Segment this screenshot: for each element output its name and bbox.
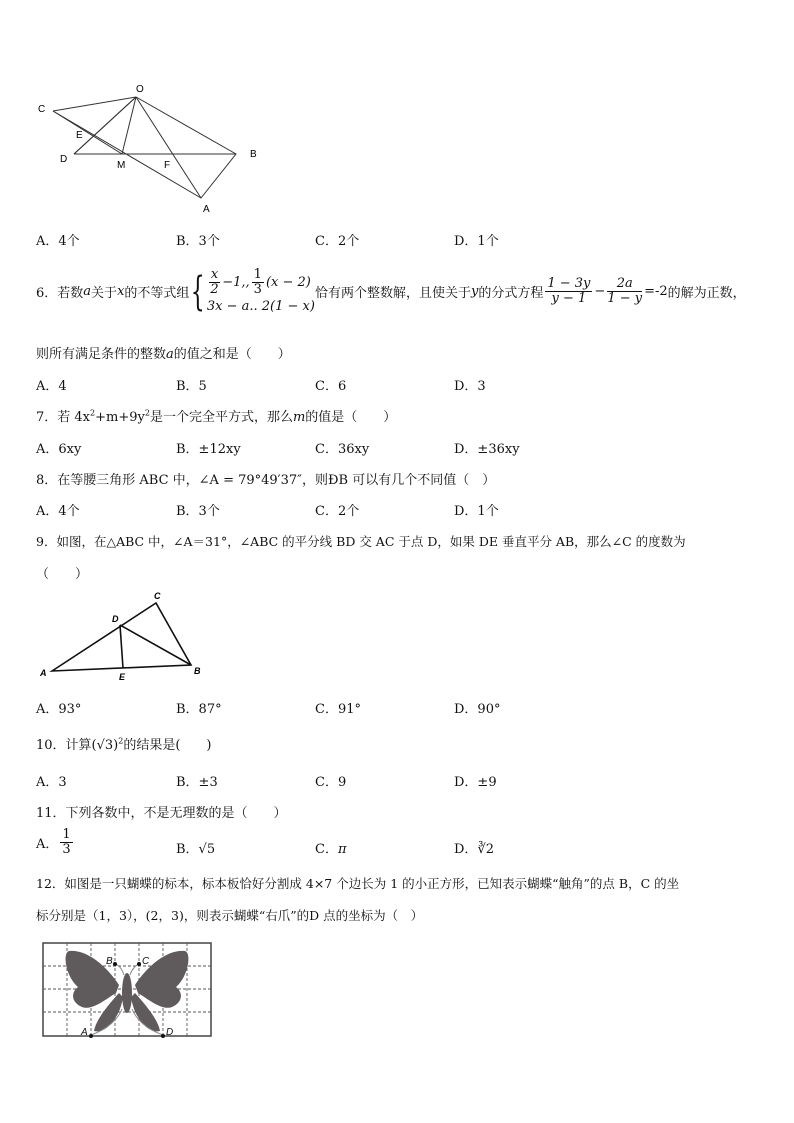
- q6-ineq2: 3x − a.. 2(1 − x): [206, 298, 315, 314]
- q6-text-4: 恰有两个整数解，且使关于: [314, 286, 471, 302]
- q6-option-b[interactable]: B．5: [176, 379, 207, 394]
- q9-stem-line2: （ ）: [36, 567, 89, 582]
- q6-stem: [36, 268, 746, 315]
- q12-stem: 12．如图是一只蝴蝶的标本，标本板恰好分割成 4×7 个边长为 1 的小正方形，已知表示蝴蝶“触角”的点 B，C 的坐: [36, 876, 680, 891]
- q9-option-a[interactable]: A．93°: [36, 702, 82, 717]
- q11-option-d[interactable]: D．∛2: [454, 842, 494, 857]
- q6-option-a[interactable]: A．4: [36, 379, 67, 394]
- figure-quadrilateral: [30, 80, 270, 215]
- q6-eq-minus: −: [594, 284, 606, 300]
- fig1-label-e: E: [76, 130, 83, 141]
- q11-option-c-prefix: C．: [315, 842, 338, 857]
- q6-text-6: 的解为正数，: [667, 286, 746, 302]
- q10-text-a: 10．计算: [36, 738, 92, 753]
- q6-eq-frac1-num: 1 − 3y: [547, 275, 591, 291]
- q6-line2-text-a: 则所有满足条件的整数: [36, 347, 167, 362]
- q6-eq-frac2-num: 2a: [607, 277, 642, 292]
- q7-option-a[interactable]: A．6xy: [36, 442, 82, 457]
- q5-option-a[interactable]: A．4个: [36, 234, 80, 249]
- q8-option-d[interactable]: D．1个: [454, 504, 499, 519]
- figure-triangle-abc: [36, 588, 216, 688]
- q6-eq-frac2-den: 1 − y: [607, 291, 643, 307]
- fig9-label-b: B: [194, 666, 201, 676]
- q10-sup: 2: [118, 736, 124, 746]
- fig1-label-f: F: [164, 160, 171, 171]
- q10-expression: (√3): [91, 738, 119, 753]
- q6-text-5: 的分式方程: [478, 286, 544, 302]
- fig9-label-e: E: [119, 672, 126, 682]
- q6-stem-line2: [36, 343, 291, 362]
- q6-var-y: y: [470, 284, 479, 300]
- q6-text-2: 关于: [91, 286, 118, 302]
- fig12-label-c: C: [142, 956, 150, 967]
- q6-ineq1-den: 2: [210, 282, 219, 298]
- fig9-label-c: C: [154, 591, 161, 601]
- q6-brace: {: [191, 268, 206, 315]
- q11-option-c-value: π: [337, 842, 347, 857]
- q9-option-c[interactable]: C．91°: [315, 702, 361, 717]
- q11-option-a-prefix: A．: [36, 837, 59, 853]
- q7-option-b[interactable]: B．±12xy: [176, 442, 241, 457]
- q9-stem: 9．如图，在△ABC 中，∠A＝31°，∠ABC 的平分线 BD 交 AC 于点 D，如果 DE 垂直平分 AB，那么∠C 的度数为: [36, 534, 686, 549]
- q6-inequality-system: [207, 268, 315, 315]
- fig1-label-b: B: [250, 149, 257, 160]
- q11-option-b[interactable]: B．√5: [176, 842, 216, 857]
- fig9-label-a: A: [40, 668, 47, 678]
- q9-option-d[interactable]: D．90°: [454, 702, 501, 717]
- q10-option-b[interactable]: B．±3: [176, 775, 218, 790]
- q7-text-d: 的值是（ ）: [305, 410, 397, 425]
- fig1-label-m: M: [117, 160, 126, 171]
- q7-sup-1: 2: [90, 408, 96, 418]
- q5-option-c[interactable]: C．2个: [315, 234, 360, 249]
- q6-var-a: a: [83, 284, 92, 300]
- q8-option-c[interactable]: C．2个: [315, 504, 360, 519]
- q7-text-c: 是一个完全平方式，那么: [149, 410, 293, 425]
- q7-text-b: +m+9y: [95, 410, 145, 425]
- q10-option-a[interactable]: A．3: [36, 775, 67, 790]
- q10-text-b: 的结果是( ): [123, 738, 212, 753]
- q6-ineq1-tail: (x − 2): [265, 275, 311, 291]
- q11-stem: 11．下列各数中，不是无理数的是（ ）: [36, 806, 287, 821]
- q6-ineq1-mid: −1,,: [222, 275, 250, 291]
- q6-ineq1-rhs-den: 3: [253, 282, 262, 298]
- figure-butterfly-grid: [36, 937, 216, 1041]
- q6-ineq1-num: x: [210, 267, 219, 282]
- fig12-label-d: D: [166, 1027, 174, 1038]
- q7-option-d[interactable]: D．±36xy: [454, 442, 520, 457]
- q6-eq-frac1-den: y − 1: [551, 291, 587, 307]
- q11-option-a[interactable]: [36, 828, 75, 858]
- q6-option-c[interactable]: C．6: [315, 379, 347, 394]
- q8-option-a[interactable]: A．4个: [36, 504, 80, 519]
- fig9-label-d: D: [112, 614, 119, 624]
- q6-line2-text-b: 的值之和是（ ）: [173, 347, 291, 362]
- q6-text-3: 的不等式组: [124, 286, 190, 302]
- q9-option-b[interactable]: B．87°: [176, 702, 222, 717]
- q6-line2-var: a: [166, 347, 174, 362]
- fig1-label-d: D: [60, 154, 68, 165]
- q7-var-m: m: [292, 410, 306, 425]
- fig12-label-a: A: [81, 1027, 88, 1038]
- q11-option-a-den: 3: [62, 842, 71, 858]
- q8-stem: 8．在等腰三角形 ABC 中，∠A = 79°49′37″，则ÐB 可以有几个不同值（ ）: [36, 473, 496, 488]
- q10-option-d[interactable]: D．±9: [454, 775, 497, 790]
- q6-ineq1-rhs-num: 1: [253, 267, 262, 282]
- fig1-label-a: A: [203, 204, 210, 215]
- q5-option-d[interactable]: D．1个: [454, 234, 499, 249]
- q11-option-a-num: 1: [62, 827, 71, 842]
- q8-option-b[interactable]: B．3个: [176, 504, 220, 519]
- q6-text-1: 6．若数: [36, 286, 84, 302]
- q10-stem: [36, 734, 212, 753]
- fig1-label-o: O: [136, 84, 144, 95]
- q5-option-b[interactable]: B．3个: [176, 234, 220, 249]
- fig12-label-b: B: [106, 956, 113, 967]
- q7-text-a: 7．若 4x: [36, 410, 91, 425]
- fig1-label-c: C: [38, 104, 46, 115]
- q7-sup-2: 2: [144, 408, 150, 418]
- q6-option-d[interactable]: D．3: [454, 379, 486, 394]
- q6-var-x: x: [117, 284, 125, 300]
- q12-stem-line2: 标分别是（1，3），(2，3)，则表示蝴蝶“右爪”的D 点的坐标为（ ）: [36, 908, 424, 923]
- q10-option-c[interactable]: C．9: [315, 775, 347, 790]
- q6-eq-rhs: =-2: [644, 284, 668, 300]
- q7-option-c[interactable]: C．36xy: [315, 442, 370, 457]
- q7-stem: [36, 406, 396, 425]
- q11-option-c[interactable]: [315, 838, 347, 857]
